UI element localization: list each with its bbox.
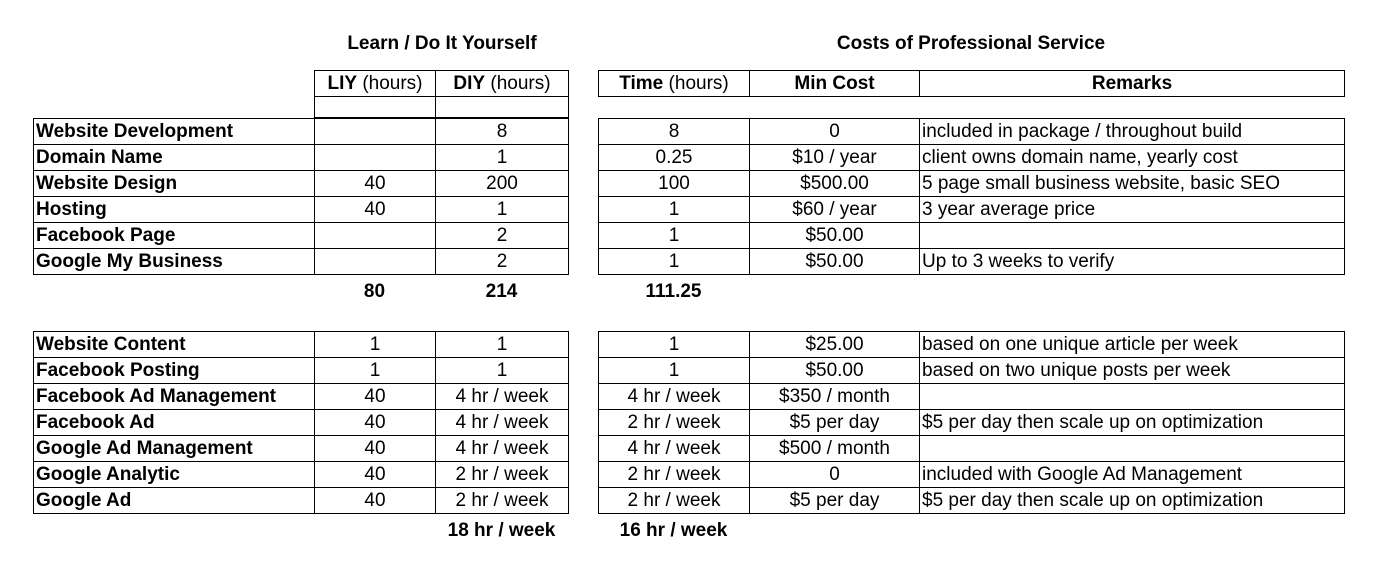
min-cost-cell: 0	[750, 119, 920, 145]
table-row	[34, 145, 569, 171]
min-cost-cell: $25.00	[750, 332, 920, 358]
table-row	[34, 332, 569, 358]
table-row	[34, 249, 569, 275]
table-row	[599, 119, 1345, 145]
blank-cell	[436, 97, 569, 118]
diy-weekly-total: 18 hr / week	[447, 520, 556, 541]
diy-hours-cell: 4 hr / week	[436, 410, 569, 436]
diy-table-setup	[33, 118, 569, 275]
table-row	[599, 223, 1345, 249]
table-row	[599, 332, 1345, 358]
table-row	[599, 171, 1345, 197]
table-row	[34, 223, 569, 249]
table-row	[34, 488, 569, 514]
diy-table-ongoing	[33, 331, 569, 514]
min-cost-column-header: Min Cost	[750, 71, 920, 97]
item-name-cell: Domain Name	[34, 145, 315, 171]
diy-header-table	[314, 70, 569, 118]
diy-hours-cell: 2	[436, 249, 569, 275]
pro-table-setup	[598, 118, 1345, 275]
time-hours-cell: 4 hr / week	[599, 436, 750, 462]
time-column-header: Time (hours)	[599, 71, 750, 97]
diy-section-title: Learn / Do It Yourself	[347, 33, 537, 54]
table-row	[34, 384, 569, 410]
item-name-cell: Google Analytic	[34, 462, 315, 488]
diy-hours-cell: 1	[436, 145, 569, 171]
time-weekly-total: 16 hr / week	[619, 520, 728, 541]
remarks-cell: client owns domain name, yearly cost	[920, 145, 1345, 171]
item-name-cell: Google Ad	[34, 488, 315, 514]
diy-hours-cell: 2 hr / week	[436, 462, 569, 488]
table-row	[34, 119, 569, 145]
table-row	[599, 384, 1345, 410]
liy-hours-cell	[315, 119, 436, 145]
pro-header-table	[598, 70, 1345, 97]
liy-column-header: LIY (hours)	[315, 71, 436, 97]
remarks-cell: included in package / throughout build	[920, 119, 1345, 145]
diy-hours-cell: 4 hr / week	[436, 384, 569, 410]
time-hours-cell: 0.25	[599, 145, 750, 171]
table-row	[599, 436, 1345, 462]
diy-total: 214	[485, 281, 518, 302]
remarks-cell: $5 per day then scale up on optimization	[920, 410, 1345, 436]
item-name-cell: Facebook Ad	[34, 410, 315, 436]
time-hours-cell: 4 hr / week	[599, 384, 750, 410]
diy-hours-cell: 1	[436, 332, 569, 358]
table-row	[599, 462, 1345, 488]
min-cost-cell: $500.00	[750, 171, 920, 197]
diy-hours-cell: 1	[436, 197, 569, 223]
liy-hours-cell	[315, 249, 436, 275]
time-hours-cell: 2 hr / week	[599, 462, 750, 488]
item-name-cell: Website Design	[34, 171, 315, 197]
remarks-cell: Up to 3 weeks to verify	[920, 249, 1345, 275]
table-row	[34, 462, 569, 488]
table-row	[34, 410, 569, 436]
blank-cell	[315, 97, 436, 118]
diy-hours-cell: 200	[436, 171, 569, 197]
min-cost-cell: $10 / year	[750, 145, 920, 171]
item-name-cell: Website Content	[34, 332, 315, 358]
table-row	[34, 197, 569, 223]
remarks-cell: included with Google Ad Management	[920, 462, 1345, 488]
time-hours-cell: 8	[599, 119, 750, 145]
table-row	[34, 436, 569, 462]
remarks-cell: $5 per day then scale up on optimization	[920, 488, 1345, 514]
item-name-cell: Facebook Page	[34, 223, 315, 249]
time-hours-cell: 1	[599, 358, 750, 384]
liy-hours-cell: 1	[315, 358, 436, 384]
liy-hours-cell: 1	[315, 332, 436, 358]
time-hours-cell: 100	[599, 171, 750, 197]
diy-hours-cell: 8	[436, 119, 569, 145]
diy-hours-cell: 1	[436, 358, 569, 384]
remarks-cell: 5 page small business website, basic SEO	[920, 171, 1345, 197]
remarks-cell: based on two unique posts per week	[920, 358, 1345, 384]
min-cost-cell: $60 / year	[750, 197, 920, 223]
remarks-cell	[920, 223, 1345, 249]
time-hours-cell: 1	[599, 332, 750, 358]
table-row	[34, 171, 569, 197]
liy-hours-cell: 40	[315, 462, 436, 488]
min-cost-cell: $50.00	[750, 249, 920, 275]
time-hours-cell: 2 hr / week	[599, 488, 750, 514]
item-name-cell: Hosting	[34, 197, 315, 223]
time-hours-cell: 2 hr / week	[599, 410, 750, 436]
table-row	[599, 358, 1345, 384]
diy-hours-cell: 4 hr / week	[436, 436, 569, 462]
min-cost-cell: $50.00	[750, 358, 920, 384]
table-row	[599, 249, 1345, 275]
diy-hours-cell: 2 hr / week	[436, 488, 569, 514]
table-row	[599, 488, 1345, 514]
time-hours-cell: 1	[599, 197, 750, 223]
item-name-cell: Google My Business	[34, 249, 315, 275]
remarks-cell	[920, 436, 1345, 462]
min-cost-cell: $500 / month	[750, 436, 920, 462]
diy-column-header: DIY (hours)	[436, 71, 569, 97]
remarks-cell: 3 year average price	[920, 197, 1345, 223]
min-cost-cell: 0	[750, 462, 920, 488]
min-cost-cell: $5 per day	[750, 488, 920, 514]
remarks-column-header: Remarks	[920, 71, 1345, 97]
liy-hours-cell	[315, 145, 436, 171]
table-row	[599, 197, 1345, 223]
min-cost-cell: $350 / month	[750, 384, 920, 410]
pro-table-ongoing	[598, 331, 1345, 514]
liy-hours-cell: 40	[315, 410, 436, 436]
liy-hours-cell: 40	[315, 436, 436, 462]
liy-hours-cell: 40	[315, 171, 436, 197]
min-cost-cell: $50.00	[750, 223, 920, 249]
table-row	[34, 358, 569, 384]
time-hours-cell: 1	[599, 223, 750, 249]
item-name-cell: Website Development	[34, 119, 315, 145]
table-row	[599, 145, 1345, 171]
pro-section-title: Costs of Professional Service	[836, 33, 1106, 54]
diy-hours-cell: 2	[436, 223, 569, 249]
time-hours-cell: 1	[599, 249, 750, 275]
item-name-cell: Facebook Ad Management	[34, 384, 315, 410]
liy-hours-cell: 40	[315, 384, 436, 410]
liy-total: 80	[363, 281, 386, 302]
liy-hours-cell: 40	[315, 197, 436, 223]
min-cost-cell: $5 per day	[750, 410, 920, 436]
item-name-cell: Facebook Posting	[34, 358, 315, 384]
liy-hours-cell	[315, 223, 436, 249]
time-total: 111.25	[645, 281, 702, 302]
item-name-cell: Google Ad Management	[34, 436, 315, 462]
liy-hours-cell: 40	[315, 488, 436, 514]
remarks-cell: based on one unique article per week	[920, 332, 1345, 358]
table-row	[599, 410, 1345, 436]
remarks-cell	[920, 384, 1345, 410]
